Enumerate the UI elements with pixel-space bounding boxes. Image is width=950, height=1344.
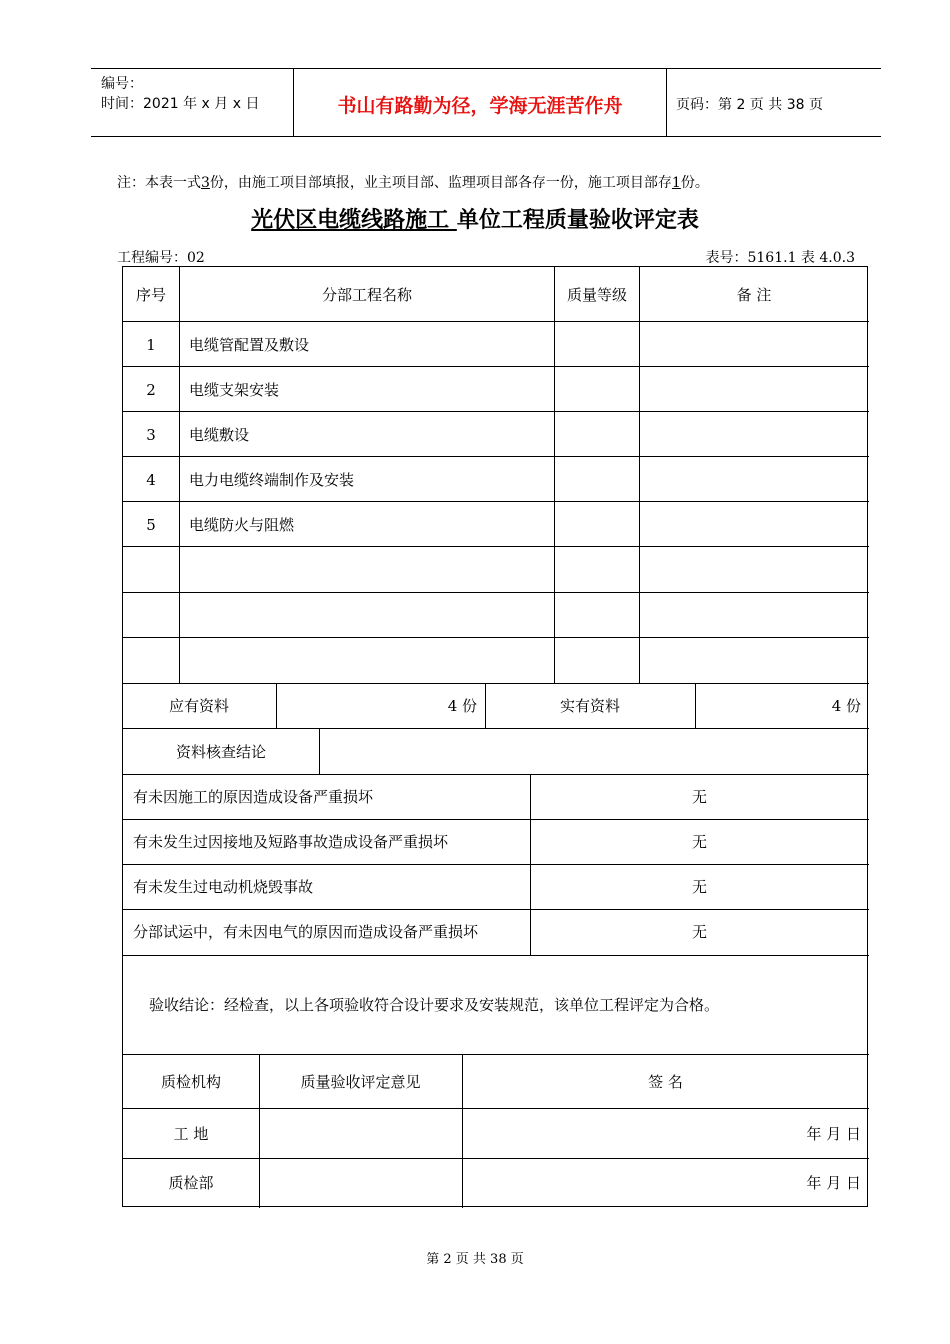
sign-header-opinion: 质量验收评定意见	[300, 1072, 421, 1091]
title-form: 单位工程质量验收评定表	[456, 208, 699, 233]
check-answer: 无	[691, 923, 707, 941]
sign-date: 年 月 日	[806, 1124, 861, 1143]
row-name: 电力电缆终端制作及安装	[189, 471, 355, 489]
note-suffix: 份。	[680, 175, 709, 191]
note-prefix: 注：本表一式	[117, 175, 201, 191]
note-middle: 份，由施工项目部填报，业主项目部、监理项目部各存一份，施工项目部存	[209, 175, 672, 191]
header-page-number: 页码：第 2 页 共 38 页	[676, 97, 823, 113]
header-seq: 序号	[135, 286, 166, 304]
required-docs-value: 4 份	[447, 697, 477, 715]
note-copies: 3	[201, 175, 210, 191]
sign-opinion	[259, 1158, 462, 1207]
row-seq: 3	[146, 425, 156, 444]
row-seq: 1	[146, 335, 156, 354]
review-label: 资料核查结论	[175, 742, 266, 761]
check-answer: 无	[691, 788, 707, 806]
acceptance-conclusion: 验收结论：经检查，以上各项验收符合设计要求及安装规范，该单位工程评定为合格。	[149, 996, 720, 1014]
title-project: 光伏区电缆线路施工	[251, 208, 457, 233]
check-question: 分部试运中，有未因电气的原因而造成设备严重损坏	[133, 923, 479, 941]
check-question: 有未因施工的原因造成设备严重损坏	[133, 788, 374, 806]
row-name: 电缆防火与阻燃	[189, 516, 295, 534]
page-footer: 第 2 页 共 38 页	[426, 1252, 524, 1267]
project-number: 工程编号：02	[117, 250, 205, 266]
header-grade: 质量等级	[566, 285, 627, 304]
table-number: 表号：5161.1 表 4.0.3	[705, 250, 855, 266]
sign-org: 质检部	[168, 1174, 214, 1192]
row-name: 电缆敷设	[189, 426, 250, 444]
row-seq: 2	[146, 380, 156, 399]
check-question: 有未发生过因接地及短路事故造成设备严重损坏	[133, 833, 449, 851]
sign-header-org: 质检机构	[160, 1072, 221, 1091]
document-title	[0, 203, 950, 234]
acceptance-table	[122, 266, 868, 1207]
time-text: 时间：2021 年 x 月 x 日	[101, 96, 260, 112]
actual-docs-label: 实有资料	[559, 697, 620, 715]
header-remark: 备 注	[736, 286, 772, 304]
page-header	[91, 68, 881, 137]
header-name: 分部工程名称	[321, 286, 412, 304]
required-docs-label: 应有资料	[168, 697, 229, 715]
row-name: 电缆管配置及敷设	[189, 336, 310, 354]
row-name: 电缆支架安装	[189, 381, 280, 399]
sign-opinion	[259, 1108, 462, 1158]
header-motto: 书山有路勤为径，学海无涯苦作舟	[337, 95, 623, 117]
row-seq: 4	[146, 470, 156, 489]
sign-org: 工 地	[173, 1124, 209, 1143]
header-divider	[666, 69, 667, 136]
actual-docs-value: 4 份	[831, 697, 861, 715]
check-answer: 无	[691, 878, 707, 896]
row-seq: 5	[146, 515, 156, 534]
check-answer: 无	[691, 833, 707, 851]
sign-header-signature: 签 名	[648, 1072, 683, 1091]
check-question: 有未发生过电动机烧毁事故	[133, 878, 314, 896]
code-label: 编号：	[101, 76, 143, 92]
review-value	[319, 728, 869, 774]
sign-date: 年 月 日	[806, 1174, 861, 1192]
form-note	[117, 172, 709, 192]
note-own-copies: 1	[671, 175, 681, 191]
